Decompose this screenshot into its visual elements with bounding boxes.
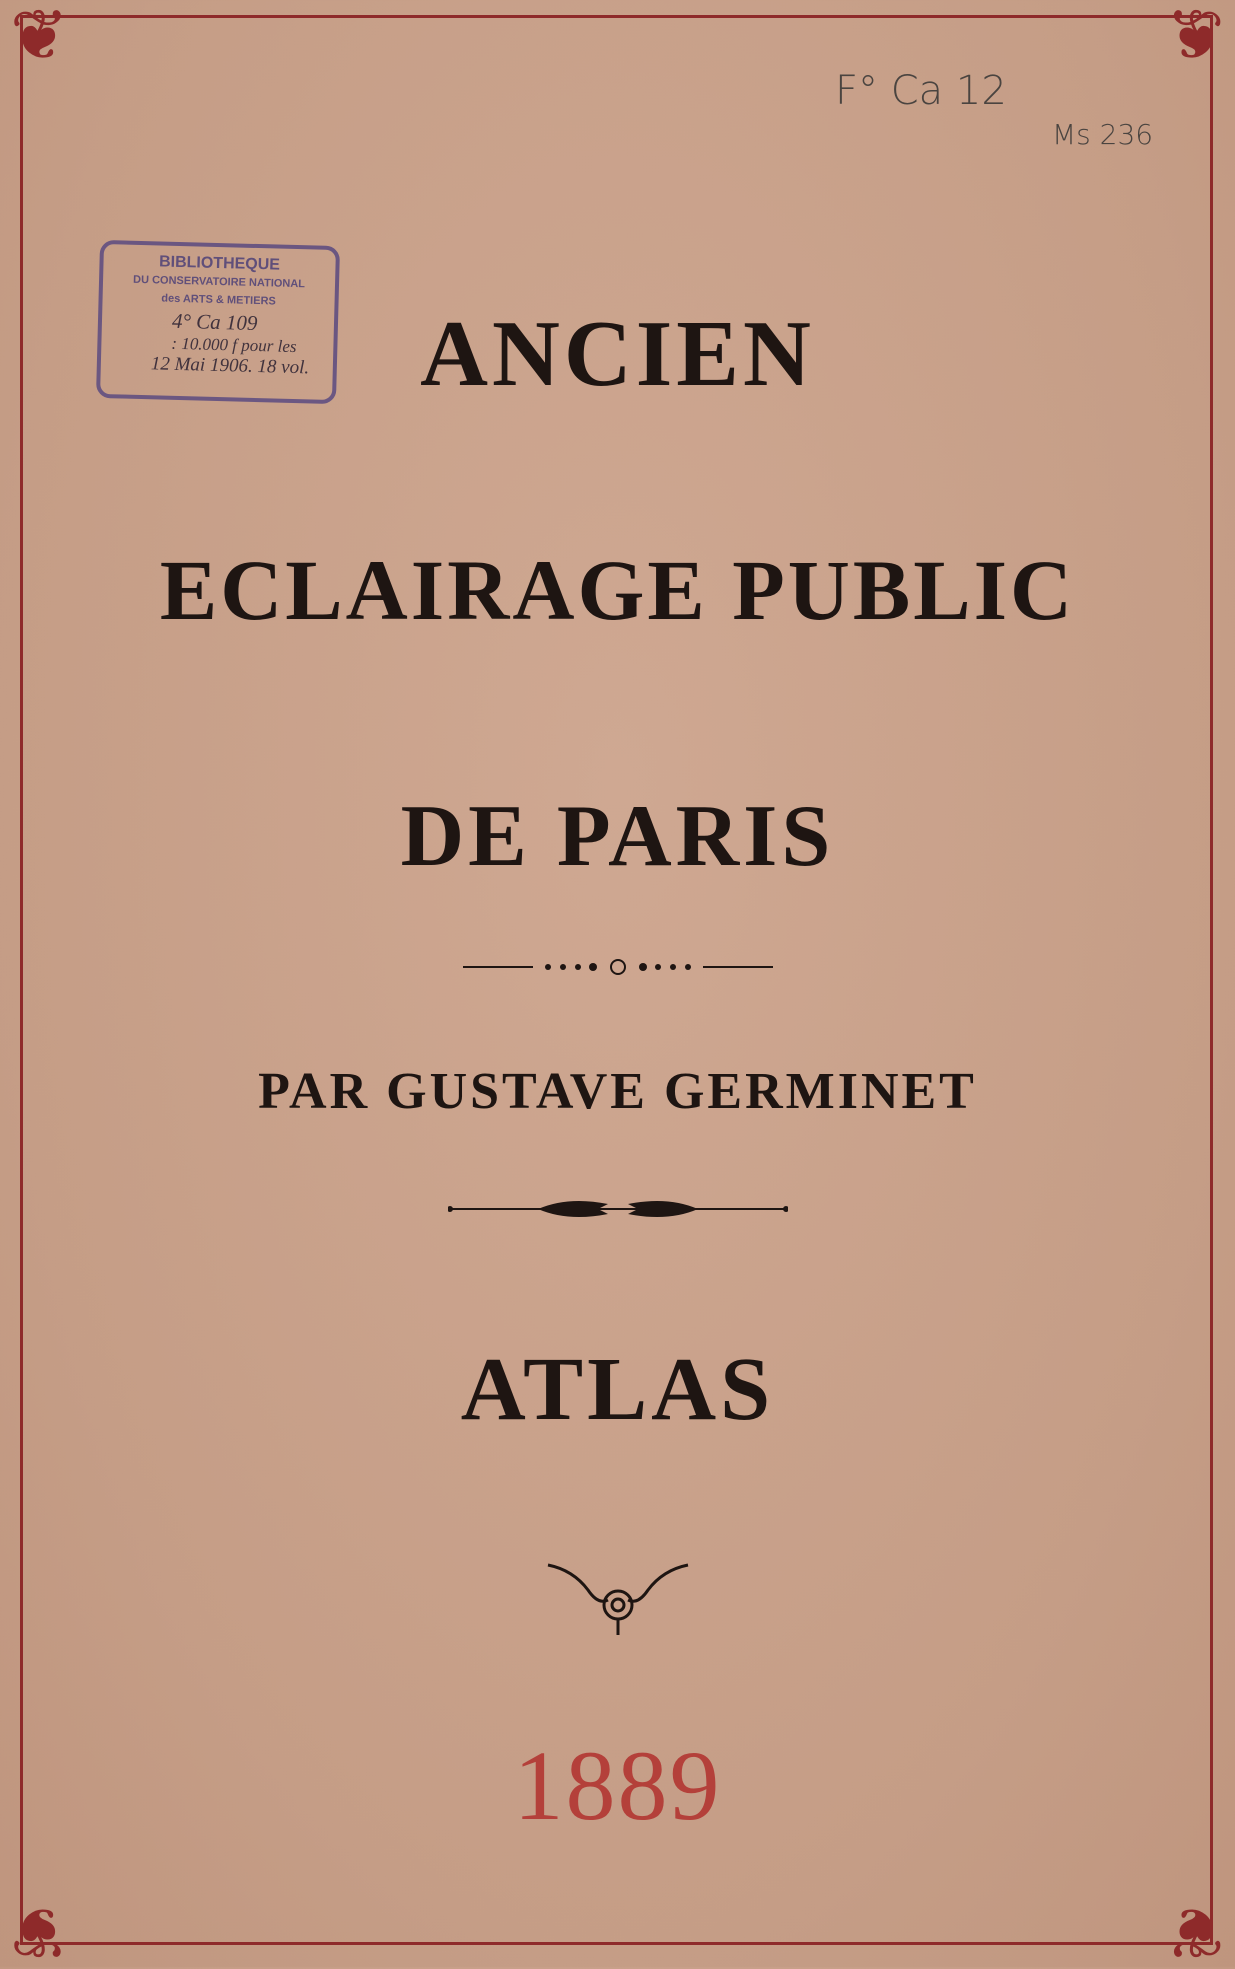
corner-ornament-icon: ❦ — [1166, 0, 1225, 75]
title-line-2: ECLAIRAGE PUBLIC — [159, 542, 1076, 638]
stamp-catalogue: 4° Ca 109 — [171, 308, 258, 336]
shelfmark-note: F° Ca 12 — [835, 68, 1007, 114]
subtitle-atlas: ATLAS — [460, 1340, 775, 1439]
scroll-rule-ornament-icon — [0, 1194, 1235, 1229]
author-line: PAR GUSTAVE GERMINET — [258, 1063, 977, 1120]
floral-flourish-icon — [0, 1560, 1235, 1645]
stamp-entry: 12 Mai 1906. 18 vol. — [150, 353, 310, 379]
stamp-line2: DU CONSERVATOIRE NATIONAL — [132, 273, 306, 291]
corner-ornament-icon: ❦ — [1166, 1892, 1225, 1969]
publication-year: 1889 — [513, 1730, 722, 1841]
stamp-price: : 10.000 f pour les — [171, 333, 297, 357]
stamp-line3: des ARTS & METIERS — [161, 292, 276, 308]
manuscript-ref-note: Ms 236 — [1052, 118, 1154, 151]
corner-ornament-icon: ❦ — [10, 0, 69, 75]
dotted-rule-ornament-icon — [0, 955, 1235, 984]
stamp-line1: BIBLIOTHEQUE — [158, 253, 281, 274]
title-line-3: DE PARIS — [400, 788, 835, 885]
corner-ornament-icon: ❦ — [10, 1892, 69, 1969]
title-line-1: ANCIEN — [420, 302, 815, 406]
